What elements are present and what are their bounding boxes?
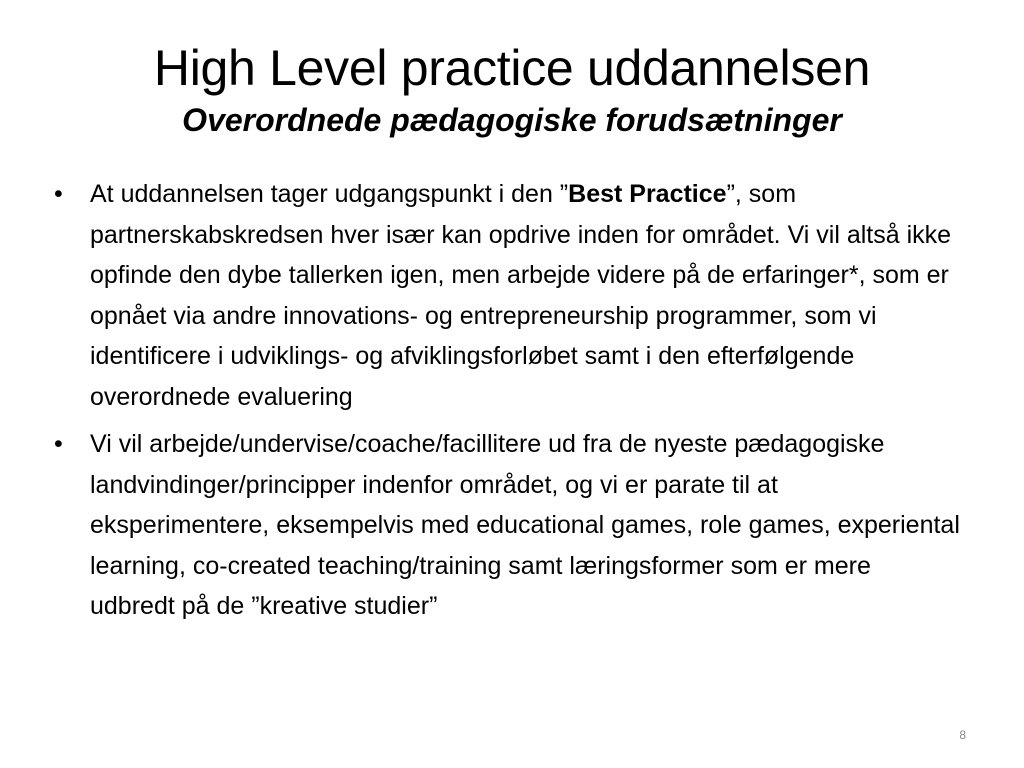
slide-subtitle: Overordnede pædagogiske forudsætninger xyxy=(182,102,842,138)
title-block xyxy=(40,38,984,140)
slide-number: 8 xyxy=(959,728,966,742)
bullet-dot-icon: • xyxy=(54,180,63,208)
bullet-dot-icon: • xyxy=(54,430,63,458)
bullet-1-text-end: ”, som partnerskabskredsen hver især kan opdrive inden for området. Vi vil altså ikke opfinde den dybe tallerken igen, men arbejde videre på de erfaringer*, som er opnået via andre innovations- og entrepreneurship programmer, som vi identificere i udviklings- og afviklingsforløbet samt i den efterfølgende overordnede evaluering xyxy=(90,180,952,411)
slide-title: High Level practice uddannelsen xyxy=(153,40,871,96)
bullet-1-text-start: At uddannelsen tager udgangspunkt i den ” xyxy=(90,180,569,208)
best-practice-emphasis: Best Practice xyxy=(568,180,727,208)
bullet-item-2 xyxy=(50,424,960,627)
bullet-list xyxy=(50,174,960,634)
bullet-item-1 xyxy=(50,174,960,417)
bullet-2-text: Vi vil arbejde/undervise/coache/facillitere ud fra de nyeste pædagogiske landvindinger/principper indenfor området, og vi er parate til at eksperimentere, eksempelvis med educational games, role games, experiental learning, co-created teaching/training samt læringsformer som er mere udbredt på de ”kreative studier” xyxy=(90,430,960,620)
